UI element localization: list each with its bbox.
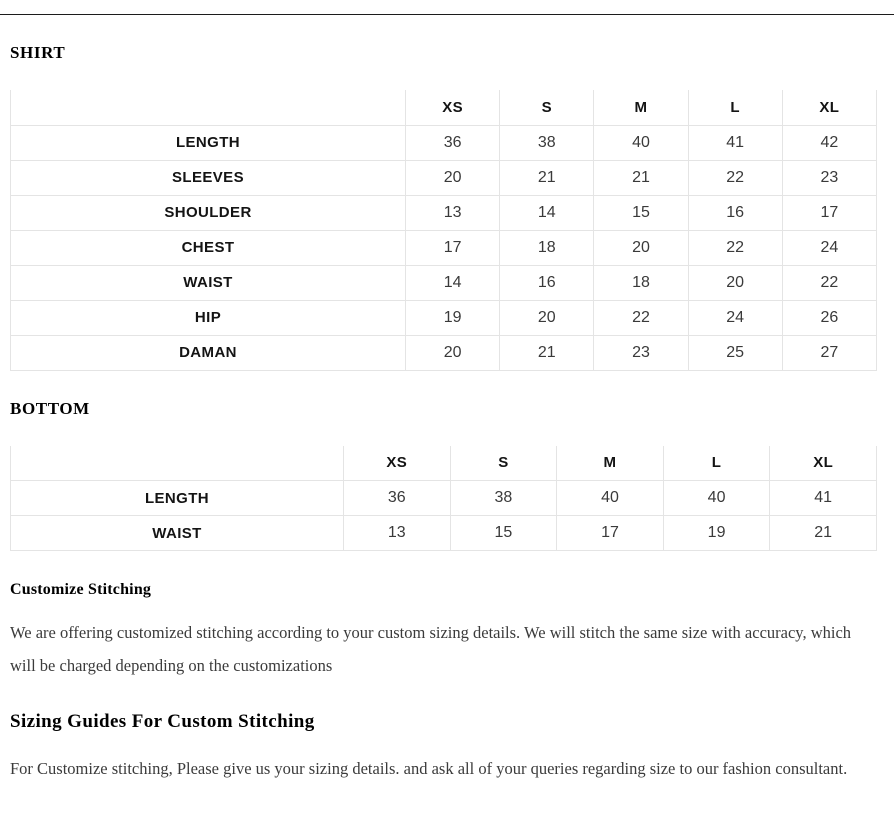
size-value: 41 — [688, 125, 782, 160]
size-value: 22 — [688, 160, 782, 195]
size-value: 22 — [594, 300, 688, 335]
size-value: 15 — [594, 195, 688, 230]
size-value: 20 — [688, 265, 782, 300]
size-value: 21 — [770, 516, 877, 551]
size-value: 25 — [688, 335, 782, 370]
measurement-label: SHOULDER — [11, 195, 406, 230]
measurement-label: SLEEVES — [11, 160, 406, 195]
size-value: 20 — [594, 230, 688, 265]
size-column-header: S — [450, 446, 557, 481]
size-value: 15 — [450, 516, 557, 551]
size-value: 13 — [406, 195, 500, 230]
size-value: 22 — [688, 230, 782, 265]
size-column-header: XL — [770, 446, 877, 481]
measurement-row — [11, 125, 877, 160]
size-value: 38 — [450, 481, 557, 516]
size-value: 19 — [406, 300, 500, 335]
measurement-label: WAIST — [11, 516, 344, 551]
size-value: 22 — [782, 265, 876, 300]
size-column-header: L — [688, 90, 782, 125]
size-value: 26 — [782, 300, 876, 335]
bottom-section-heading: BOTTOM — [10, 398, 90, 418]
size-value: 17 — [782, 195, 876, 230]
size-value: 14 — [500, 195, 594, 230]
measurement-row — [11, 265, 877, 300]
size-value: 20 — [406, 160, 500, 195]
size-value: 20 — [406, 335, 500, 370]
size-value: 17 — [406, 230, 500, 265]
content-area — [0, 43, 894, 782]
size-column-header: XS — [344, 446, 451, 481]
size-value: 13 — [344, 516, 451, 551]
corner-cell — [11, 446, 344, 481]
measurement-row — [11, 230, 877, 265]
measurement-label: CHEST — [11, 230, 406, 265]
measurement-label: HIP — [11, 300, 406, 335]
corner-cell — [11, 90, 406, 125]
size-value: 38 — [500, 125, 594, 160]
size-value: 17 — [557, 516, 664, 551]
bottom-size-table — [10, 446, 877, 552]
size-value: 23 — [782, 160, 876, 195]
measurement-label: LENGTH — [11, 481, 344, 516]
measurement-label: LENGTH — [11, 125, 406, 160]
size-value: 14 — [406, 265, 500, 300]
measurement-label: WAIST — [11, 265, 406, 300]
measurement-row — [11, 481, 877, 516]
size-value: 16 — [500, 265, 594, 300]
size-column-header: L — [663, 446, 770, 481]
measurement-row — [11, 195, 877, 230]
customize-stitching-heading: Customize Stitching — [10, 581, 152, 598]
size-value: 24 — [688, 300, 782, 335]
size-value: 21 — [500, 160, 594, 195]
size-value: 36 — [344, 481, 451, 516]
size-value: 16 — [688, 195, 782, 230]
measurement-row — [11, 516, 877, 551]
size-column-header: XL — [782, 90, 876, 125]
size-value: 21 — [500, 335, 594, 370]
size-column-header: M — [594, 90, 688, 125]
shirt-size-table — [10, 90, 877, 371]
size-value: 18 — [594, 265, 688, 300]
measurement-row — [11, 160, 877, 195]
size-value: 41 — [770, 481, 877, 516]
top-divider — [0, 14, 894, 15]
size-header-row — [11, 90, 877, 125]
size-value: 20 — [500, 300, 594, 335]
sizing-guides-heading: Sizing Guides For Custom Stitching — [10, 711, 315, 732]
measurement-row — [11, 335, 877, 370]
size-value: 40 — [663, 481, 770, 516]
measurement-label: DAMAN — [11, 335, 406, 370]
size-value: 18 — [500, 230, 594, 265]
size-value: 42 — [782, 125, 876, 160]
size-value: 21 — [594, 160, 688, 195]
size-column-header: S — [500, 90, 594, 125]
customize-stitching-text: We are offering customized stitching according to your custom sizing details. We will stitch the same size with accuracy, which will be charged depending on the customizations — [10, 623, 852, 675]
size-header-row — [11, 446, 877, 481]
size-column-header: XS — [406, 90, 500, 125]
size-value: 40 — [557, 481, 664, 516]
size-value: 24 — [782, 230, 876, 265]
size-value: 27 — [782, 335, 876, 370]
size-value: 36 — [406, 125, 500, 160]
measurement-row — [11, 300, 877, 335]
size-chart-page — [0, 14, 894, 813]
size-value: 19 — [663, 516, 770, 551]
size-column-header: M — [557, 446, 664, 481]
sizing-guides-text: For Customize stitching, Please give us your sizing details. and ask all of your queries regarding size to our fashion consultant. — [10, 759, 848, 778]
size-value: 23 — [594, 335, 688, 370]
size-value: 40 — [594, 125, 688, 160]
shirt-section-heading: SHIRT — [10, 43, 66, 62]
